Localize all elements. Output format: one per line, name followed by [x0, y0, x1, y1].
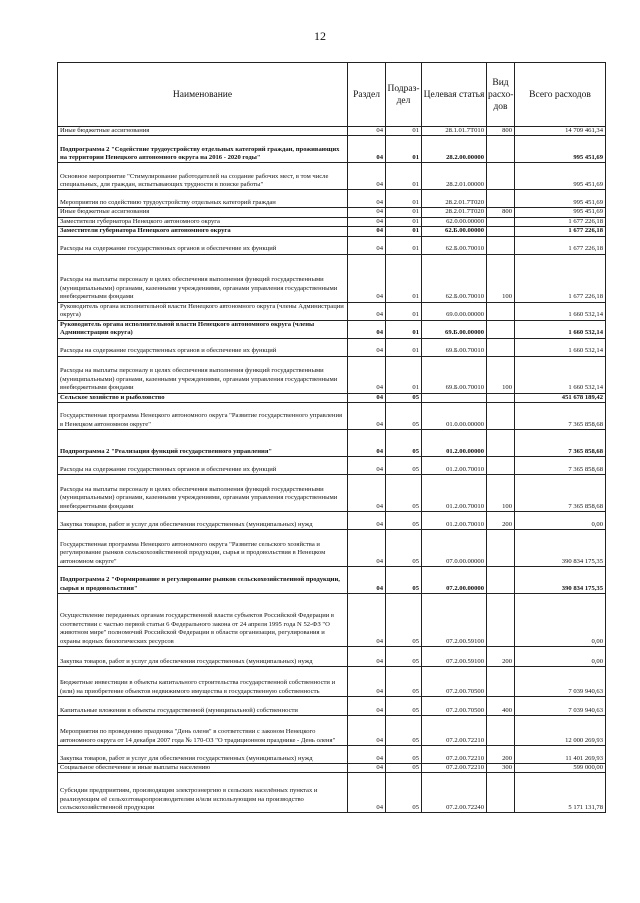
- row-total: 0,00: [515, 594, 606, 647]
- row-name: Заместители губернатора Ненецкого автономного округа: [58, 227, 348, 236]
- page-number: 12: [314, 29, 326, 43]
- row-article: 07.2.00.72240: [422, 773, 487, 813]
- row-subsection: 01: [386, 338, 422, 356]
- row-type: 200: [487, 746, 515, 764]
- header-name: Наименование: [58, 63, 348, 127]
- row-name: Осуществление переданных органам государственной власти субъектов Российской Федерации в соответствии с частью первой статьи 6 Федерального закона от 24 апреля 1995 года N 52-ФЗ "О животном мире" полномочий Российской Федерации в области организации, регулирования и охраны водных биологических ресурсов: [58, 594, 348, 647]
- row-name: Основное мероприятие "Стимулирование работодателей на создание рабочих мест, в том числе специальных, для граждан, испытывающих трудности в поиске работы": [58, 163, 348, 190]
- row-section: 04: [348, 320, 386, 338]
- row-section: 04: [348, 764, 386, 773]
- row-subsection: 01: [386, 236, 422, 254]
- row-type: 200: [487, 512, 515, 530]
- row-section: 04: [348, 302, 386, 320]
- row-name: Подпрограмма 2 "Реализация функций государственного управления": [58, 430, 348, 457]
- row-name: Субсидии предприятиям, производящим электроэнергию в сельских населённых пунктах и реализующим её сельхозтоваропроизводителям и/или использующим на производство сельскохозяйственной продукции: [58, 773, 348, 813]
- row-subsection: 05: [386, 530, 422, 567]
- row-total: 14 709 461,34: [515, 127, 606, 136]
- row-total: 7 039 940,63: [515, 667, 606, 697]
- row-type: [487, 716, 515, 746]
- row-name: Бюджетные инвестиции в объекты капитального строительства государственной собственности и (или) на приобретение объектов недвижимого имущества в государственную собственность: [58, 667, 348, 697]
- row-total: 0,00: [515, 647, 606, 667]
- row-subsection: 05: [386, 403, 422, 430]
- row-name: Государственная программа Ненецкого автономного округа "Развитие государственного управления в Ненецком автономном округе": [58, 403, 348, 430]
- row-type: [487, 567, 515, 594]
- row-article: 28.2.01.7Т020: [422, 190, 487, 208]
- row-article: 07.2.00.59100: [422, 647, 487, 667]
- table-row: [58, 512, 606, 530]
- row-total: 599 000,00: [515, 764, 606, 773]
- row-total: 7 365 858,68: [515, 430, 606, 457]
- row-section: 04: [348, 217, 386, 226]
- row-article: 62.Б.00.00000: [422, 227, 487, 236]
- table-row: [58, 567, 606, 594]
- row-name: Подпрограмма 2 "Формирование и регулирование рынков сельскохозяйственной продукции, сырья и продовольствия": [58, 567, 348, 594]
- table-row: [58, 773, 606, 813]
- row-type: [487, 302, 515, 320]
- table-row: [58, 217, 606, 226]
- header-total: Всего расходов: [515, 63, 606, 127]
- row-type: [487, 430, 515, 457]
- row-type: [487, 338, 515, 356]
- row-section: 04: [348, 393, 386, 402]
- row-total: 0,00: [515, 512, 606, 530]
- table-row: [58, 697, 606, 716]
- table-row: [58, 403, 606, 430]
- row-name: Закупка товаров, работ и услуг для обеспечения государственных (муниципальных) нужд: [58, 746, 348, 764]
- table-row: [58, 227, 606, 236]
- budget-table: [57, 62, 606, 813]
- row-type: [487, 190, 515, 208]
- row-subsection: 05: [386, 594, 422, 647]
- row-section: 04: [348, 457, 386, 475]
- row-type: [487, 773, 515, 813]
- row-article: 28.2.01.00000: [422, 163, 487, 190]
- row-section: 04: [348, 530, 386, 567]
- row-type: [487, 163, 515, 190]
- row-type: [487, 217, 515, 226]
- row-section: 04: [348, 430, 386, 457]
- row-total: 1 677 226,18: [515, 227, 606, 236]
- row-type: 300: [487, 764, 515, 773]
- row-article: 07.2.00.70500: [422, 667, 487, 697]
- table-row: [58, 647, 606, 667]
- row-name: Закупка товаров, работ и услуг для обеспечения государственных (муниципальных) нужд: [58, 647, 348, 667]
- row-total: 7 365 858,68: [515, 475, 606, 512]
- row-section: 04: [348, 746, 386, 764]
- row-section: 04: [348, 647, 386, 667]
- row-section: 04: [348, 567, 386, 594]
- row-total: 995 451,69: [515, 163, 606, 190]
- row-type: [487, 136, 515, 163]
- row-subsection: 05: [386, 764, 422, 773]
- row-total: 7 365 858,68: [515, 403, 606, 430]
- row-name: Расходы на содержание государственных органов и обеспечение их функций: [58, 338, 348, 356]
- row-article: 07.2.00.59100: [422, 594, 487, 647]
- header-expense-type: Вид расхо-дов: [487, 63, 515, 127]
- row-article: 07.2.00.00000: [422, 567, 487, 594]
- row-name: Расходы на выплаты персоналу в целях обеспечения выполнения функций государственными (муниципальными) органами, казенными учреждениями, органами управления государственными внебюджетными фондами: [58, 356, 348, 393]
- row-name: Руководитель органа исполнительной власти Ненецкого автономного округа (члены Администрации округа): [58, 320, 348, 338]
- row-article: 07.2.00.70500: [422, 697, 487, 716]
- row-total: 1 677 226,18: [515, 217, 606, 226]
- table-row: [58, 127, 606, 136]
- row-total: 12 000 269,93: [515, 716, 606, 746]
- row-article: 69.0.00.00000: [422, 302, 487, 320]
- header-target-article: Целевая статья: [422, 63, 487, 127]
- row-section: 04: [348, 338, 386, 356]
- row-subsection: 01: [386, 127, 422, 136]
- row-article: 01.2.00.70010: [422, 475, 487, 512]
- table-row: [58, 430, 606, 457]
- row-subsection: 05: [386, 746, 422, 764]
- header-subsection: Подраз-дел: [386, 63, 422, 127]
- row-type: 400: [487, 697, 515, 716]
- table-row: [58, 764, 606, 773]
- row-type: [487, 457, 515, 475]
- row-article: 62.0.00.00000: [422, 217, 487, 226]
- row-total: 1 677 226,18: [515, 254, 606, 302]
- row-name: Иные бюджетные ассигнования: [58, 127, 348, 136]
- row-article: 01.2.00.00000: [422, 430, 487, 457]
- row-total: 7 365 858,68: [515, 457, 606, 475]
- table-row: [58, 667, 606, 697]
- row-type: 100: [487, 254, 515, 302]
- row-type: [487, 667, 515, 697]
- row-subsection: 05: [386, 393, 422, 402]
- row-total: 995 451,69: [515, 136, 606, 163]
- row-subsection: 01: [386, 163, 422, 190]
- row-name: Расходы на выплаты персоналу в целях обеспечения выполнения функций государственными (муниципальными) органами, казенными учреждениями, органами управления государственными внебюджетными фондами: [58, 475, 348, 512]
- row-article: 01.2.00.70010: [422, 457, 487, 475]
- row-article: 07.2.00.72210: [422, 746, 487, 764]
- row-total: 7 039 940,63: [515, 697, 606, 716]
- table-row: [58, 746, 606, 764]
- row-article: 07.2.00.72210: [422, 764, 487, 773]
- row-type: 100: [487, 475, 515, 512]
- row-subsection: 05: [386, 773, 422, 813]
- row-section: 04: [348, 667, 386, 697]
- row-article: 01.2.00.70010: [422, 512, 487, 530]
- row-name: Подпрограмма 2 "Содействие трудоустройству отдельных категорий граждан, проживающих на территории Ненецкого автономного округа на 2016 - 2020 годы": [58, 136, 348, 163]
- row-name: Мероприятия по содействию трудоустройству отдельных категорий граждан: [58, 190, 348, 208]
- row-section: 04: [348, 127, 386, 136]
- row-section: 04: [348, 356, 386, 393]
- row-subsection: 01: [386, 190, 422, 208]
- row-section: 04: [348, 236, 386, 254]
- row-subsection: 05: [386, 697, 422, 716]
- table-header-row: [58, 63, 606, 127]
- table-row: [58, 393, 606, 402]
- row-total: 5 171 131,78: [515, 773, 606, 813]
- row-section: 04: [348, 254, 386, 302]
- row-total: 1 677 226,18: [515, 236, 606, 254]
- row-section: 04: [348, 475, 386, 512]
- row-name: Расходы на содержание государственных органов и обеспечение их функций: [58, 236, 348, 254]
- row-article: 28.2.00.00000: [422, 136, 487, 163]
- row-total: 995 451,69: [515, 190, 606, 208]
- row-total: 1 660 532,14: [515, 302, 606, 320]
- row-subsection: 05: [386, 430, 422, 457]
- row-type: 100: [487, 356, 515, 393]
- row-type: [487, 227, 515, 236]
- row-subsection: 05: [386, 512, 422, 530]
- row-name: Иные бюджетные ассигнования: [58, 208, 348, 217]
- row-total: 451 678 189,42: [515, 393, 606, 402]
- row-name: Социальное обеспечение и иные выплаты населению: [58, 764, 348, 773]
- row-total: 390 834 175,35: [515, 530, 606, 567]
- row-subsection: 01: [386, 254, 422, 302]
- row-name: Закупка товаров, работ и услуг для обеспечения государственных (муниципальных) нужд: [58, 512, 348, 530]
- row-name: Заместители губернатора Ненецкого автономного округа: [58, 217, 348, 226]
- row-total: 11 401 269,93: [515, 746, 606, 764]
- row-subsection: 01: [386, 217, 422, 226]
- row-subsection: 01: [386, 227, 422, 236]
- row-subsection: 05: [386, 716, 422, 746]
- table-row: [58, 530, 606, 567]
- row-name: Государственная программа Ненецкого автономного округа "Развитие сельского хозяйства и регулирование рынков сельскохозяйственной продукции, сырья и продовольствия в Ненецком автономном округе": [58, 530, 348, 567]
- row-name: Капитальные вложения в объекты государственной (муниципальной) собственности: [58, 697, 348, 716]
- row-name: Сельское хозяйство и рыболовство: [58, 393, 348, 402]
- table-row: [58, 136, 606, 163]
- row-subsection: 05: [386, 667, 422, 697]
- table-row: [58, 716, 606, 746]
- row-section: 04: [348, 208, 386, 217]
- row-subsection: 05: [386, 457, 422, 475]
- table-row: [58, 190, 606, 208]
- row-article: 62.Б.00.70010: [422, 254, 487, 302]
- table-row: [58, 320, 606, 338]
- header-section: Раздел: [348, 63, 386, 127]
- table-row: [58, 163, 606, 190]
- row-subsection: 01: [386, 320, 422, 338]
- row-subsection: 05: [386, 475, 422, 512]
- row-type: 800: [487, 127, 515, 136]
- row-name: Расходы на выплаты персоналу в целях обеспечения выполнения функций государственными (муниципальными) органами, казенными учреждениями, органами управления государственными внебюджетными фондами: [58, 254, 348, 302]
- row-total: 1 660 532,14: [515, 320, 606, 338]
- row-subsection: 05: [386, 567, 422, 594]
- row-subsection: 01: [386, 356, 422, 393]
- table-row: [58, 208, 606, 217]
- table-row: [58, 254, 606, 302]
- row-type: [487, 594, 515, 647]
- table-row: [58, 475, 606, 512]
- row-type: 200: [487, 647, 515, 667]
- table-row: [58, 457, 606, 475]
- row-section: 04: [348, 227, 386, 236]
- row-section: 04: [348, 190, 386, 208]
- row-article: 07.2.00.72210: [422, 716, 487, 746]
- table-row: [58, 356, 606, 393]
- row-article: [422, 393, 487, 402]
- table-row: [58, 236, 606, 254]
- row-type: 800: [487, 208, 515, 217]
- row-section: 04: [348, 403, 386, 430]
- table-row: [58, 338, 606, 356]
- row-article: 69.Б.00.70010: [422, 338, 487, 356]
- row-subsection: 01: [386, 208, 422, 217]
- row-type: [487, 393, 515, 402]
- row-article: 69.Б.00.70010: [422, 356, 487, 393]
- row-total: 390 834 175,35: [515, 567, 606, 594]
- row-section: 04: [348, 716, 386, 746]
- row-article: 01.0.00.00000: [422, 403, 487, 430]
- row-article: 28.2.01.7Т020: [422, 208, 487, 217]
- row-article: 07.0.00.00000: [422, 530, 487, 567]
- row-section: 04: [348, 773, 386, 813]
- row-section: 04: [348, 512, 386, 530]
- row-name: Руководитель органа исполнительной власти Ненецкого автономного округа (члены Администрации округа): [58, 302, 348, 320]
- row-type: [487, 236, 515, 254]
- row-section: 04: [348, 594, 386, 647]
- row-type: [487, 403, 515, 430]
- row-name: Расходы на содержание государственных органов и обеспечение их функций: [58, 457, 348, 475]
- row-section: 04: [348, 697, 386, 716]
- row-type: [487, 530, 515, 567]
- row-type: [487, 320, 515, 338]
- row-subsection: 01: [386, 302, 422, 320]
- table-row: [58, 302, 606, 320]
- row-article: 62.Б.00.70010: [422, 236, 487, 254]
- row-section: 04: [348, 136, 386, 163]
- row-name: Мероприятия по проведению праздника "День оленя" в соответствии с законом Ненецкого автономного округа от 14 декабря 2007 года № 170-ОЗ "О традиционном празднике - День оленя": [58, 716, 348, 746]
- row-total: 1 660 532,14: [515, 338, 606, 356]
- row-total: 995 451,69: [515, 208, 606, 217]
- row-total: 1 660 532,14: [515, 356, 606, 393]
- row-subsection: 01: [386, 136, 422, 163]
- row-article: 69.Б.00.00000: [422, 320, 487, 338]
- row-subsection: 05: [386, 647, 422, 667]
- row-section: 04: [348, 163, 386, 190]
- row-article: 28.1.01.7Т010: [422, 127, 487, 136]
- table-row: [58, 594, 606, 647]
